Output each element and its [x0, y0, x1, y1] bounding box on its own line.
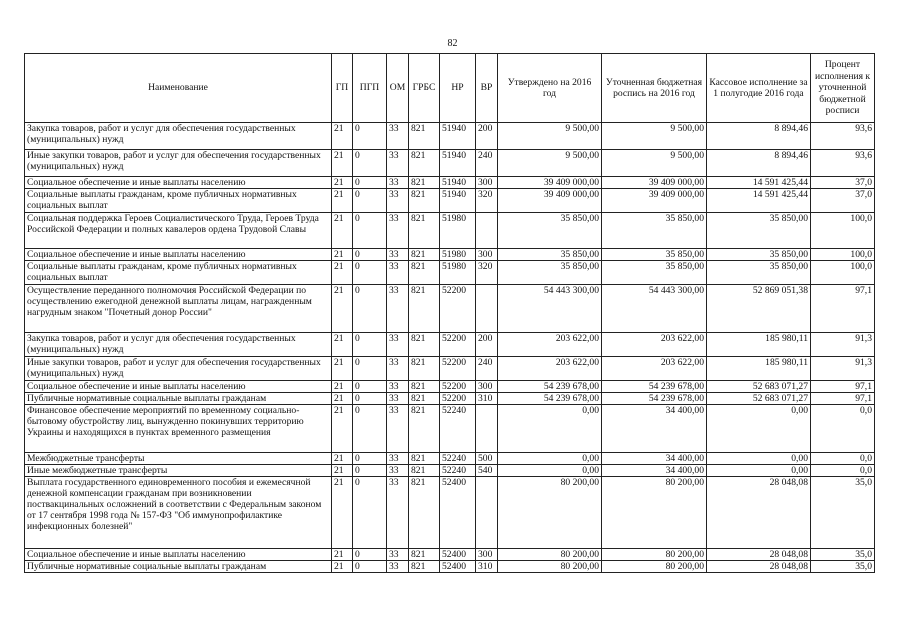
row-om-cell: 33 [387, 333, 409, 357]
header-row [25, 54, 875, 123]
row-np-cell: 51980 [440, 249, 476, 261]
row-np-cell: 51980 [440, 213, 476, 249]
row-approved-cell: 203 622,00 [498, 333, 602, 357]
table-row [25, 177, 875, 189]
row-approved-cell: 203 622,00 [498, 357, 602, 381]
row-om-cell: 33 [387, 123, 409, 150]
row-cash-cell: 28 048,08 [707, 561, 811, 573]
row-om-cell: 33 [387, 405, 409, 453]
row-pgp-cell: 0 [353, 123, 387, 150]
row-name-cell: Социальное обеспечение и иные выплаты населению [25, 549, 332, 561]
row-np-cell: 51940 [440, 150, 476, 177]
row-vr-cell [476, 285, 498, 333]
row-om-cell: 33 [387, 357, 409, 381]
row-np-cell: 51940 [440, 123, 476, 150]
row-om-cell: 33 [387, 465, 409, 477]
row-pgp-cell: 0 [353, 249, 387, 261]
row-vr-cell: 300 [476, 249, 498, 261]
row-pgp-cell: 0 [353, 549, 387, 561]
row-cash-cell: 0,00 [707, 405, 811, 453]
row-refined-cell: 54 239 678,00 [602, 393, 707, 405]
row-percent-cell: 0,0 [811, 465, 875, 477]
row-vr-cell: 540 [476, 465, 498, 477]
row-approved-cell: 80 200,00 [498, 561, 602, 573]
row-grbs-cell: 821 [409, 549, 440, 561]
row-gp-cell: 21 [332, 150, 353, 177]
row-np-cell: 52200 [440, 333, 476, 357]
row-approved-cell: 39 409 000,00 [498, 177, 602, 189]
row-percent-cell: 100,0 [811, 249, 875, 261]
row-percent-cell: 37,0 [811, 189, 875, 213]
row-gp-cell: 21 [332, 261, 353, 285]
row-gp-cell: 21 [332, 477, 353, 549]
row-np-cell: 52240 [440, 453, 476, 465]
header-percent: Процент исполнения к уточненной бюджетной росписи [811, 54, 875, 123]
row-grbs-cell: 821 [409, 213, 440, 249]
row-name-cell: Осуществление переданного полномочия Российской Федерации по осуществлению ежегодной денежной выплаты лицам, награжденным нагрудным знаком "Почетный донор России" [25, 285, 332, 333]
row-approved-cell: 35 850,00 [498, 213, 602, 249]
row-percent-cell: 35,0 [811, 561, 875, 573]
row-percent-cell: 93,6 [811, 150, 875, 177]
row-grbs-cell: 821 [409, 453, 440, 465]
row-approved-cell: 39 409 000,00 [498, 189, 602, 213]
row-om-cell: 33 [387, 249, 409, 261]
row-grbs-cell: 821 [409, 561, 440, 573]
row-om-cell: 33 [387, 561, 409, 573]
row-refined-cell: 34 400,00 [602, 465, 707, 477]
row-gp-cell: 21 [332, 357, 353, 381]
table-row [25, 249, 875, 261]
row-approved-cell: 35 850,00 [498, 249, 602, 261]
row-grbs-cell: 821 [409, 261, 440, 285]
row-grbs-cell: 821 [409, 477, 440, 549]
row-approved-cell: 9 500,00 [498, 150, 602, 177]
row-np-cell: 52400 [440, 561, 476, 573]
row-gp-cell: 21 [332, 465, 353, 477]
row-pgp-cell: 0 [353, 213, 387, 249]
row-grbs-cell: 821 [409, 150, 440, 177]
row-pgp-cell: 0 [353, 405, 387, 453]
header-gp: ГП [332, 54, 353, 123]
row-gp-cell: 21 [332, 189, 353, 213]
row-gp-cell: 21 [332, 381, 353, 393]
row-refined-cell: 203 622,00 [602, 357, 707, 381]
row-gp-cell: 21 [332, 453, 353, 465]
row-name-cell: Социальная поддержка Героев Социалистического Труда, Героев Труда Российской Федерации и полных кавалеров ордена Трудовой Славы [25, 213, 332, 249]
row-approved-cell: 0,00 [498, 405, 602, 453]
row-refined-cell: 34 400,00 [602, 405, 707, 453]
row-grbs-cell: 821 [409, 357, 440, 381]
header-approved: Утверждено на 2016 год [498, 54, 602, 123]
row-percent-cell: 97,1 [811, 381, 875, 393]
row-gp-cell: 21 [332, 213, 353, 249]
table-body [25, 123, 875, 573]
table-row [25, 549, 875, 561]
row-gp-cell: 21 [332, 549, 353, 561]
row-refined-cell: 54 443 300,00 [602, 285, 707, 333]
row-gp-cell: 21 [332, 393, 353, 405]
row-cash-cell: 0,00 [707, 465, 811, 477]
row-gp-cell: 21 [332, 249, 353, 261]
row-name-cell: Выплата государственного единовременного пособия и ежемесячной денежной компенсации гражданам при возникновении поствакцинальных осложнений в соответствии с Федеральным законом от 17 сентября 1998 года № 157-ФЗ "Об иммунопрофилактике инфекционных болезней" [25, 477, 332, 549]
row-approved-cell: 54 443 300,00 [498, 285, 602, 333]
header-pgp: ПГП [353, 54, 387, 123]
row-cash-cell: 35 850,00 [707, 261, 811, 285]
row-gp-cell: 21 [332, 177, 353, 189]
row-np-cell: 52200 [440, 285, 476, 333]
row-approved-cell: 0,00 [498, 465, 602, 477]
row-name-cell: Межбюджетные трансферты [25, 453, 332, 465]
header-cash: Кассовое исполнение за 1 полугодие 2016 года [707, 54, 811, 123]
row-percent-cell: 37,0 [811, 177, 875, 189]
row-name-cell: Социальное обеспечение и иные выплаты населению [25, 177, 332, 189]
row-cash-cell: 52 683 071,27 [707, 393, 811, 405]
row-grbs-cell: 821 [409, 381, 440, 393]
row-om-cell: 33 [387, 189, 409, 213]
header-grbs: ГРБС [409, 54, 440, 123]
row-vr-cell [476, 213, 498, 249]
row-name-cell: Закупка товаров, работ и услуг для обеспечения государственных (муниципальных) нужд [25, 123, 332, 150]
row-cash-cell: 28 048,08 [707, 477, 811, 549]
row-pgp-cell: 0 [353, 261, 387, 285]
row-vr-cell: 240 [476, 150, 498, 177]
row-gp-cell: 21 [332, 561, 353, 573]
table-row [25, 150, 875, 177]
row-refined-cell: 80 200,00 [602, 477, 707, 549]
row-np-cell: 52200 [440, 393, 476, 405]
row-percent-cell: 97,1 [811, 393, 875, 405]
row-om-cell: 33 [387, 549, 409, 561]
row-om-cell: 33 [387, 150, 409, 177]
row-name-cell: Иные закупки товаров, работ и услуг для обеспечения государственных (муниципальных) нужд [25, 150, 332, 177]
row-cash-cell: 185 980,11 [707, 357, 811, 381]
row-np-cell: 52200 [440, 381, 476, 393]
row-gp-cell: 21 [332, 405, 353, 453]
row-grbs-cell: 821 [409, 393, 440, 405]
row-vr-cell: 500 [476, 453, 498, 465]
row-pgp-cell: 0 [353, 285, 387, 333]
row-om-cell: 33 [387, 261, 409, 285]
row-pgp-cell: 0 [353, 393, 387, 405]
row-refined-cell: 35 850,00 [602, 249, 707, 261]
row-np-cell: 52400 [440, 477, 476, 549]
table-row [25, 189, 875, 213]
row-approved-cell: 80 200,00 [498, 549, 602, 561]
row-gp-cell: 21 [332, 123, 353, 150]
row-name-cell: Социальное обеспечение и иные выплаты населению [25, 249, 332, 261]
row-name-cell: Социальные выплаты гражданам, кроме публичных нормативных социальных выплат [25, 261, 332, 285]
row-grbs-cell: 821 [409, 123, 440, 150]
row-vr-cell: 200 [476, 123, 498, 150]
header-refined: Уточненная бюджетная роспись на 2016 год [602, 54, 707, 123]
row-cash-cell: 52 683 071,27 [707, 381, 811, 393]
row-name-cell: Финансовое обеспечение мероприятий по временному социально-бытовому обустройству лиц, вынужденно покинувших территорию Украины и находящихся в пунктах временного размещения [25, 405, 332, 453]
row-percent-cell: 91,3 [811, 357, 875, 381]
table-row [25, 285, 875, 333]
header-name: Наименование [25, 54, 332, 123]
row-cash-cell: 35 850,00 [707, 249, 811, 261]
header-om: ОМ [387, 54, 409, 123]
row-grbs-cell: 821 [409, 405, 440, 453]
row-vr-cell: 200 [476, 333, 498, 357]
row-pgp-cell: 0 [353, 333, 387, 357]
row-name-cell: Социальное обеспечение и иные выплаты населению [25, 381, 332, 393]
row-om-cell: 33 [387, 285, 409, 333]
row-name-cell: Публичные нормативные социальные выплаты гражданам [25, 561, 332, 573]
row-percent-cell: 0,0 [811, 453, 875, 465]
row-refined-cell: 9 500,00 [602, 150, 707, 177]
header-np: НР [440, 54, 476, 123]
table-row [25, 465, 875, 477]
row-percent-cell: 100,0 [811, 213, 875, 249]
row-np-cell: 51940 [440, 189, 476, 213]
row-om-cell: 33 [387, 477, 409, 549]
row-vr-cell [476, 405, 498, 453]
row-refined-cell: 203 622,00 [602, 333, 707, 357]
row-percent-cell: 35,0 [811, 549, 875, 561]
row-np-cell: 52240 [440, 405, 476, 453]
row-vr-cell: 300 [476, 549, 498, 561]
row-vr-cell: 300 [476, 381, 498, 393]
row-approved-cell: 35 850,00 [498, 261, 602, 285]
row-pgp-cell: 0 [353, 357, 387, 381]
header-vr: ВР [476, 54, 498, 123]
row-percent-cell: 93,6 [811, 123, 875, 150]
row-refined-cell: 80 200,00 [602, 549, 707, 561]
page-number: 82 [447, 38, 458, 49]
row-vr-cell: 320 [476, 261, 498, 285]
row-approved-cell: 54 239 678,00 [498, 393, 602, 405]
row-name-cell: Публичные нормативные социальные выплаты гражданам [25, 393, 332, 405]
row-cash-cell: 8 894,46 [707, 150, 811, 177]
row-cash-cell: 35 850,00 [707, 213, 811, 249]
row-om-cell: 33 [387, 177, 409, 189]
row-np-cell: 52240 [440, 465, 476, 477]
row-pgp-cell: 0 [353, 465, 387, 477]
row-refined-cell: 34 400,00 [602, 453, 707, 465]
row-pgp-cell: 0 [353, 453, 387, 465]
row-om-cell: 33 [387, 393, 409, 405]
row-pgp-cell: 0 [353, 150, 387, 177]
table-row [25, 561, 875, 573]
row-percent-cell: 0,0 [811, 405, 875, 453]
row-name-cell: Иные межбюджетные трансферты [25, 465, 332, 477]
row-refined-cell: 35 850,00 [602, 213, 707, 249]
row-gp-cell: 21 [332, 285, 353, 333]
table-row [25, 213, 875, 249]
row-om-cell: 33 [387, 381, 409, 393]
row-approved-cell: 80 200,00 [498, 477, 602, 549]
row-om-cell: 33 [387, 453, 409, 465]
row-om-cell: 33 [387, 213, 409, 249]
row-refined-cell: 39 409 000,00 [602, 189, 707, 213]
row-grbs-cell: 821 [409, 285, 440, 333]
row-percent-cell: 97,1 [811, 285, 875, 333]
row-cash-cell: 8 894,46 [707, 123, 811, 150]
row-cash-cell: 185 980,11 [707, 333, 811, 357]
row-vr-cell: 310 [476, 561, 498, 573]
row-percent-cell: 100,0 [811, 261, 875, 285]
table-row [25, 357, 875, 381]
row-vr-cell: 320 [476, 189, 498, 213]
row-pgp-cell: 0 [353, 189, 387, 213]
row-name-cell: Закупка товаров, работ и услуг для обеспечения государственных (муниципальных) нужд [25, 333, 332, 357]
row-grbs-cell: 821 [409, 189, 440, 213]
row-grbs-cell: 821 [409, 177, 440, 189]
row-pgp-cell: 0 [353, 177, 387, 189]
table-row [25, 477, 875, 549]
table-row [25, 333, 875, 357]
row-np-cell: 51940 [440, 177, 476, 189]
row-np-cell: 52400 [440, 549, 476, 561]
row-pgp-cell: 0 [353, 381, 387, 393]
row-refined-cell: 9 500,00 [602, 123, 707, 150]
row-cash-cell: 28 048,08 [707, 549, 811, 561]
row-vr-cell [476, 477, 498, 549]
row-approved-cell: 0,00 [498, 453, 602, 465]
table-row [25, 405, 875, 453]
budget-table [24, 53, 875, 573]
table-row [25, 453, 875, 465]
row-percent-cell: 35,0 [811, 477, 875, 549]
row-cash-cell: 0,00 [707, 453, 811, 465]
row-np-cell: 52200 [440, 357, 476, 381]
row-pgp-cell: 0 [353, 477, 387, 549]
row-refined-cell: 54 239 678,00 [602, 381, 707, 393]
table-row [25, 393, 875, 405]
row-approved-cell: 54 239 678,00 [498, 381, 602, 393]
row-np-cell: 51980 [440, 261, 476, 285]
row-grbs-cell: 821 [409, 249, 440, 261]
row-cash-cell: 52 869 051,38 [707, 285, 811, 333]
row-vr-cell: 310 [476, 393, 498, 405]
row-vr-cell: 240 [476, 357, 498, 381]
row-refined-cell: 80 200,00 [602, 561, 707, 573]
row-refined-cell: 39 409 000,00 [602, 177, 707, 189]
row-grbs-cell: 821 [409, 465, 440, 477]
row-name-cell: Социальные выплаты гражданам, кроме публичных нормативных социальных выплат [25, 189, 332, 213]
row-approved-cell: 9 500,00 [498, 123, 602, 150]
table-row [25, 381, 875, 393]
table-row [25, 261, 875, 285]
row-cash-cell: 14 591 425,44 [707, 189, 811, 213]
row-pgp-cell: 0 [353, 561, 387, 573]
table-row [25, 123, 875, 150]
row-percent-cell: 91,3 [811, 333, 875, 357]
row-gp-cell: 21 [332, 333, 353, 357]
row-refined-cell: 35 850,00 [602, 261, 707, 285]
row-vr-cell: 300 [476, 177, 498, 189]
row-grbs-cell: 821 [409, 333, 440, 357]
row-cash-cell: 14 591 425,44 [707, 177, 811, 189]
row-name-cell: Иные закупки товаров, работ и услуг для обеспечения государственных (муниципальных) нужд [25, 357, 332, 381]
